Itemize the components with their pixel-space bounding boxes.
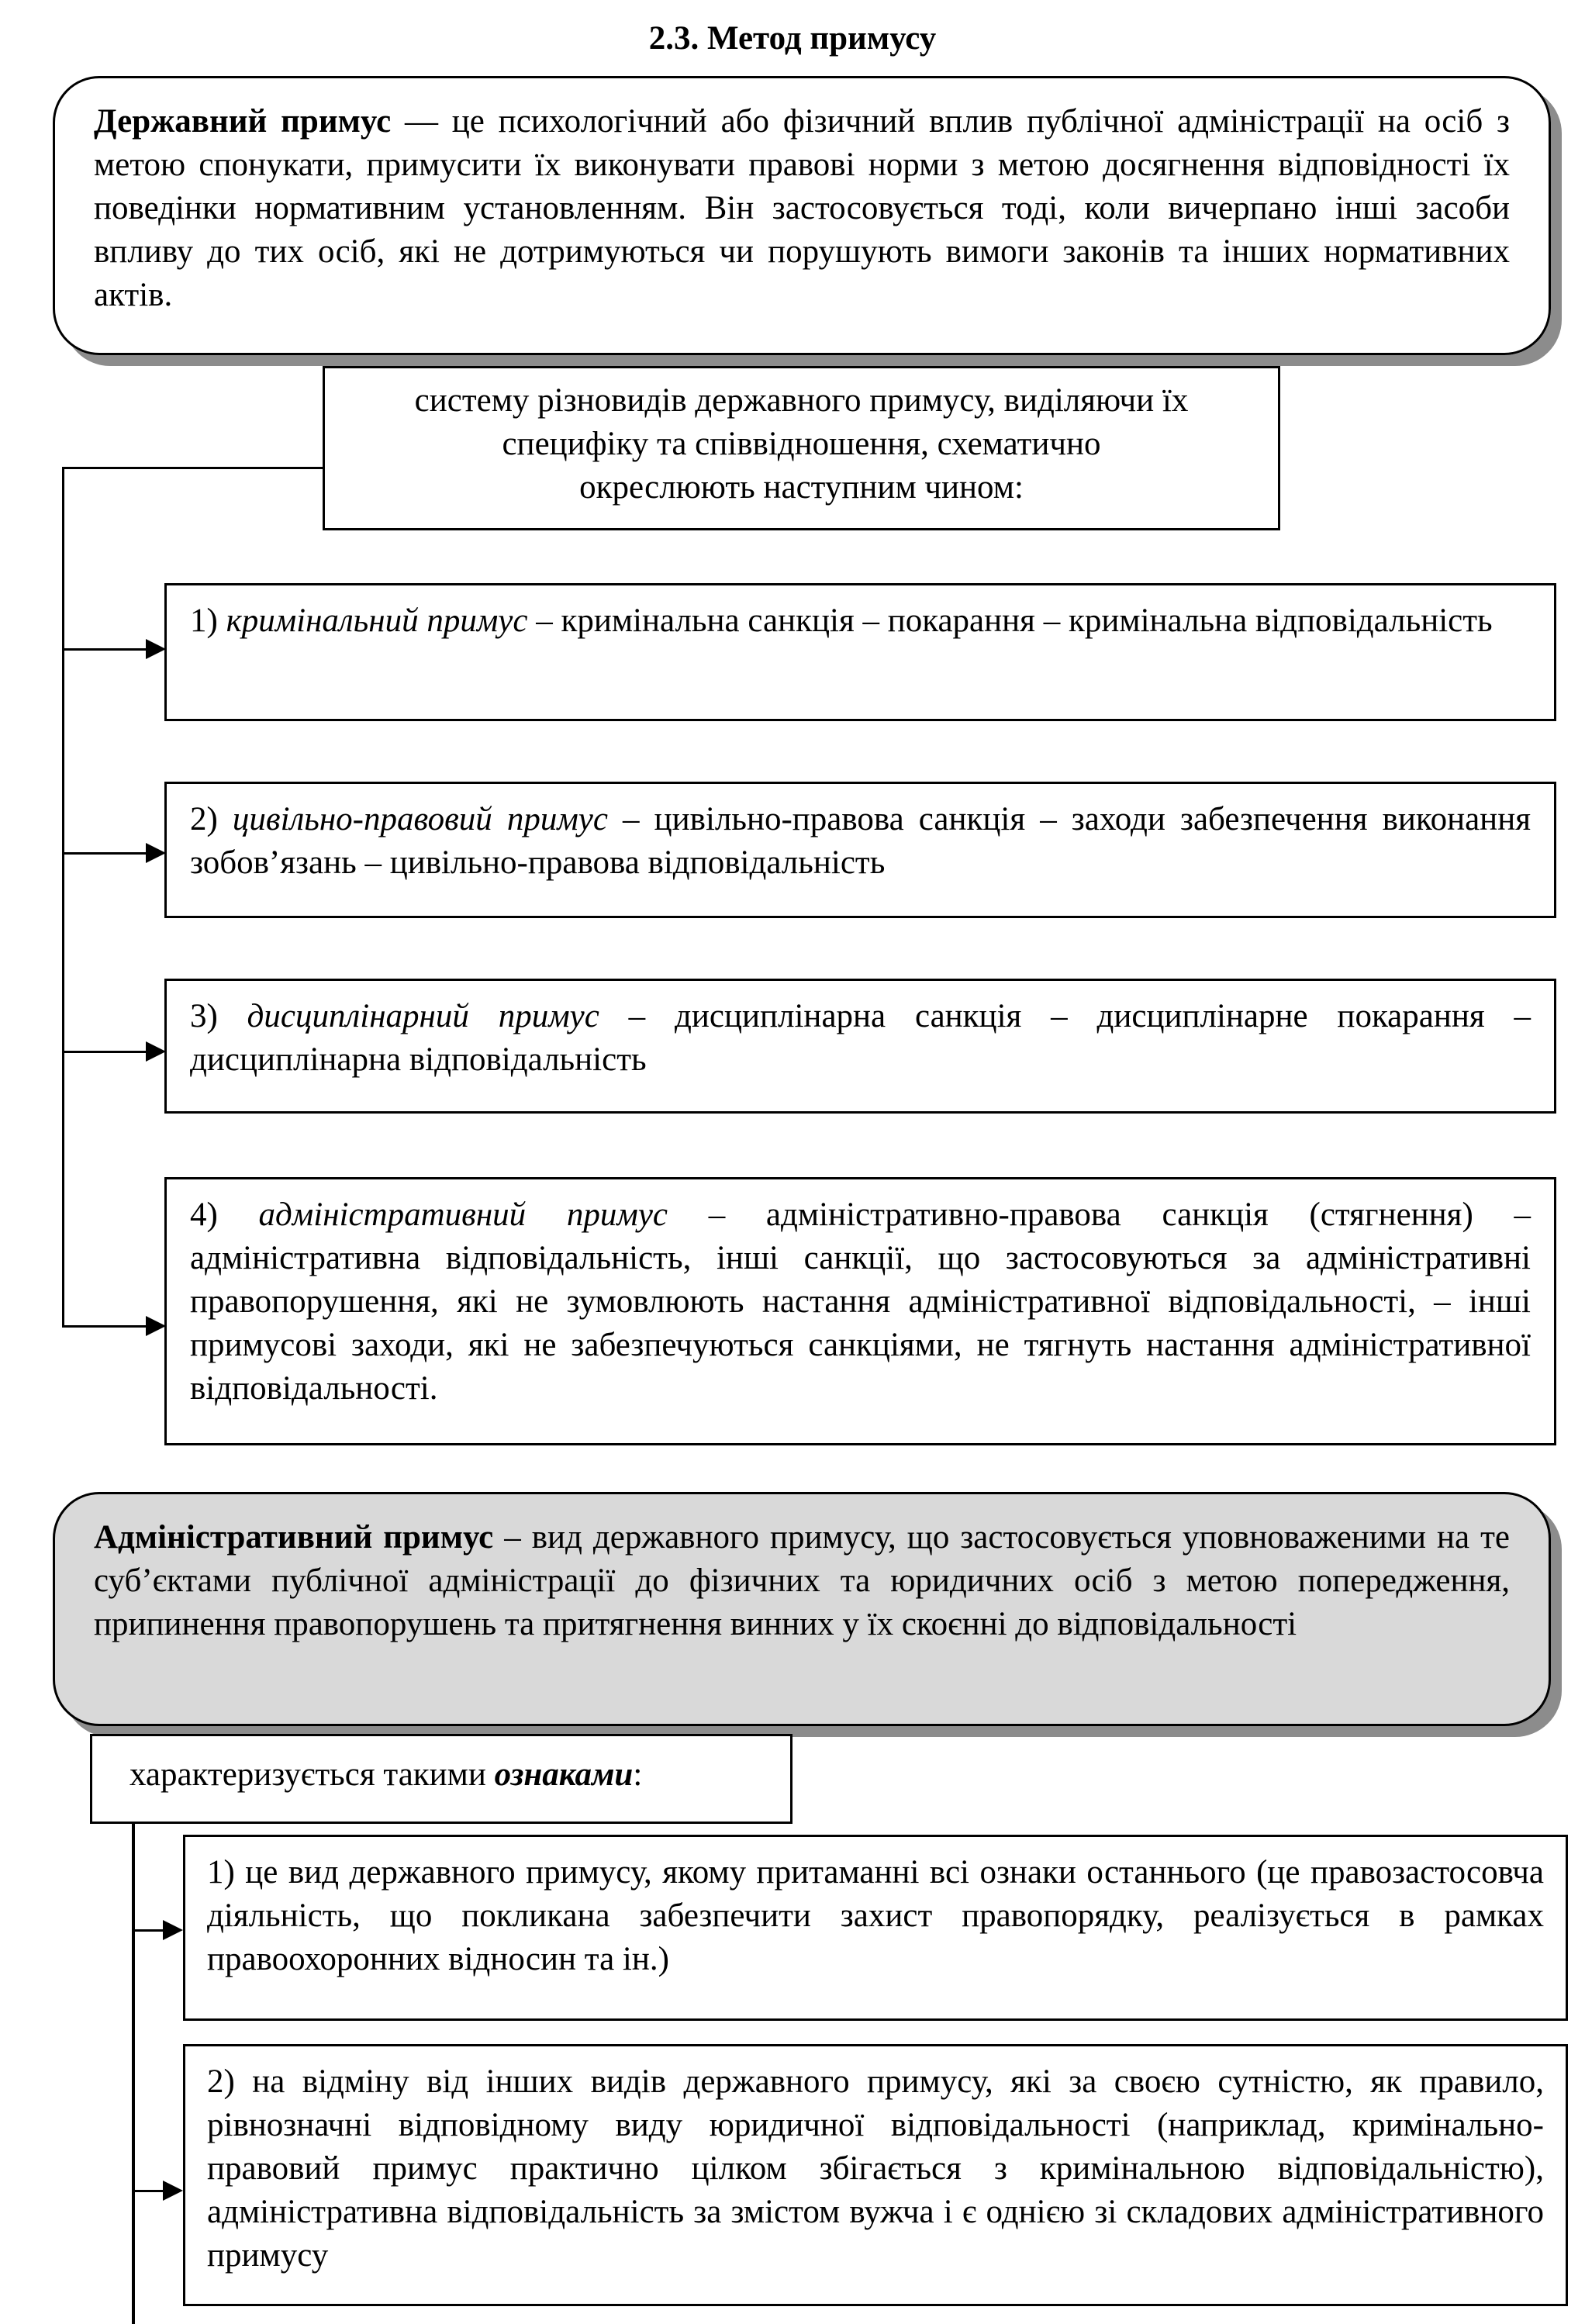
system-box-line-3: окреслюють наступним чином: [579, 469, 1024, 506]
features-emph: ознаками [494, 1756, 634, 1793]
type-box-2 [164, 782, 1556, 918]
type-1-connector [62, 648, 146, 651]
type-2-num: 2) [190, 801, 233, 837]
feature-2-text: 2) на відміну від інших видів державного примусу, які за своєю сутністю, як правило, рівнозначні відповідному виду юридичної відповідальності (наприклад, кримінально-правовий примус практично цілком збігається з кримінальною відповідальністю), адміністративна відповідальність за змістом вужча і є однією зі складових адміністративного примусу [207, 2063, 1544, 2274]
admin-coercion-text: – вид державного примусу, що застосовується уповноваженими на те суб’єктами публічної адміністрації до фізичних та юридичних осіб з метою попередження, припинення правопорушень та притягнення винних у їх скоєнні до відповідальності [94, 1519, 1510, 1642]
type-3-num: 3) [190, 998, 247, 1034]
type-4-term: адміністративний примус [258, 1197, 668, 1233]
state-coercion-definition [53, 76, 1551, 355]
type-4-text: – адміністративно-правова санкція (стягнення) – адміністративна відповідальність, інші санкції, що застосовуються за адміністративні правопорушення, які не зумовлюють настання адміністративної відповідальності, – інші примусові заходи, які не забезпечуються санкціями, не тягнуть настання адміністративної відповідальності. [190, 1197, 1531, 1407]
type-1-num: 1) [190, 603, 226, 639]
type-box-4 [164, 1177, 1556, 1445]
type-box-3 [164, 979, 1556, 1114]
system-box [323, 366, 1280, 530]
state-coercion-text: — це психологічний або фізичний вплив публічної адміністрації на осіб з метою спонукати, примусити їх виконувати правові норми з метою досягнення відповідності їх поведінки нормативним установленням. Він застосовується тоді, коли вичерпано інші засоби впливу до тих осіб, які не дотримуються чи порушують вимоги законів та інших нормативних актів. [94, 103, 1511, 313]
system-box-line-1: систему різновидів державного примусу, виділяючи їх [414, 382, 1189, 419]
feature-2-arrow-icon [163, 2181, 183, 2201]
state-coercion-term: Державний примус [94, 103, 392, 140]
type-2-connector [62, 852, 146, 855]
type-4-connector [62, 1325, 146, 1328]
admin-coercion-term: Адміністративний примус [94, 1519, 494, 1556]
types-connector-horizontal [62, 467, 324, 469]
type-3-text: – дисциплінарна санкція – дисциплінарне покарання – дисциплінарна відповідальність [190, 998, 1531, 1078]
type-1-arrow-icon [146, 639, 166, 659]
type-1-term: кримінальний примус [226, 603, 528, 639]
feature-1-connector [132, 1929, 163, 1932]
type-2-arrow-icon [146, 843, 166, 863]
type-2-term: цивільно-правовий примус [232, 801, 608, 837]
features-connector-vertical [132, 1824, 135, 2324]
type-1-text: – кримінальна санкція – покарання – кримінальна відповідальність [527, 603, 1493, 639]
type-4-num: 4) [190, 1197, 259, 1233]
admin-coercion-definition [53, 1492, 1551, 1726]
page-title: 2.3. Метод примусу [648, 20, 937, 57]
system-box-line-2: специфіку та співвідношення, схематично [502, 426, 1101, 462]
types-connector-vertical [62, 467, 64, 1328]
type-3-arrow-icon [146, 1041, 166, 1062]
features-suffix: : [633, 1756, 643, 1793]
features-prefix: характеризується такими [129, 1756, 495, 1793]
feature-box-2 [183, 2044, 1568, 2306]
features-box [90, 1734, 792, 1824]
feature-2-connector [132, 2190, 163, 2192]
feature-1-text: 1) це вид державного примусу, якому притаманні всі ознаки останнього (це правозастосовча діяльність, що покликана забезпечити захист правопорядку, реалізується в рамках правоохоронних відносин та ін.) [207, 1854, 1544, 1977]
type-box-1 [164, 583, 1556, 721]
feature-box-1 [183, 1835, 1568, 2021]
type-4-arrow-icon [146, 1316, 166, 1336]
type-3-term: дисциплінарний примус [247, 998, 599, 1034]
feature-1-arrow-icon [163, 1920, 183, 1940]
type-3-connector [62, 1051, 146, 1053]
type-2-text: – цивільно-правова санкція – заходи забезпечення виконання зобов’язань – цивільно-правова відповідальність [190, 801, 1531, 881]
